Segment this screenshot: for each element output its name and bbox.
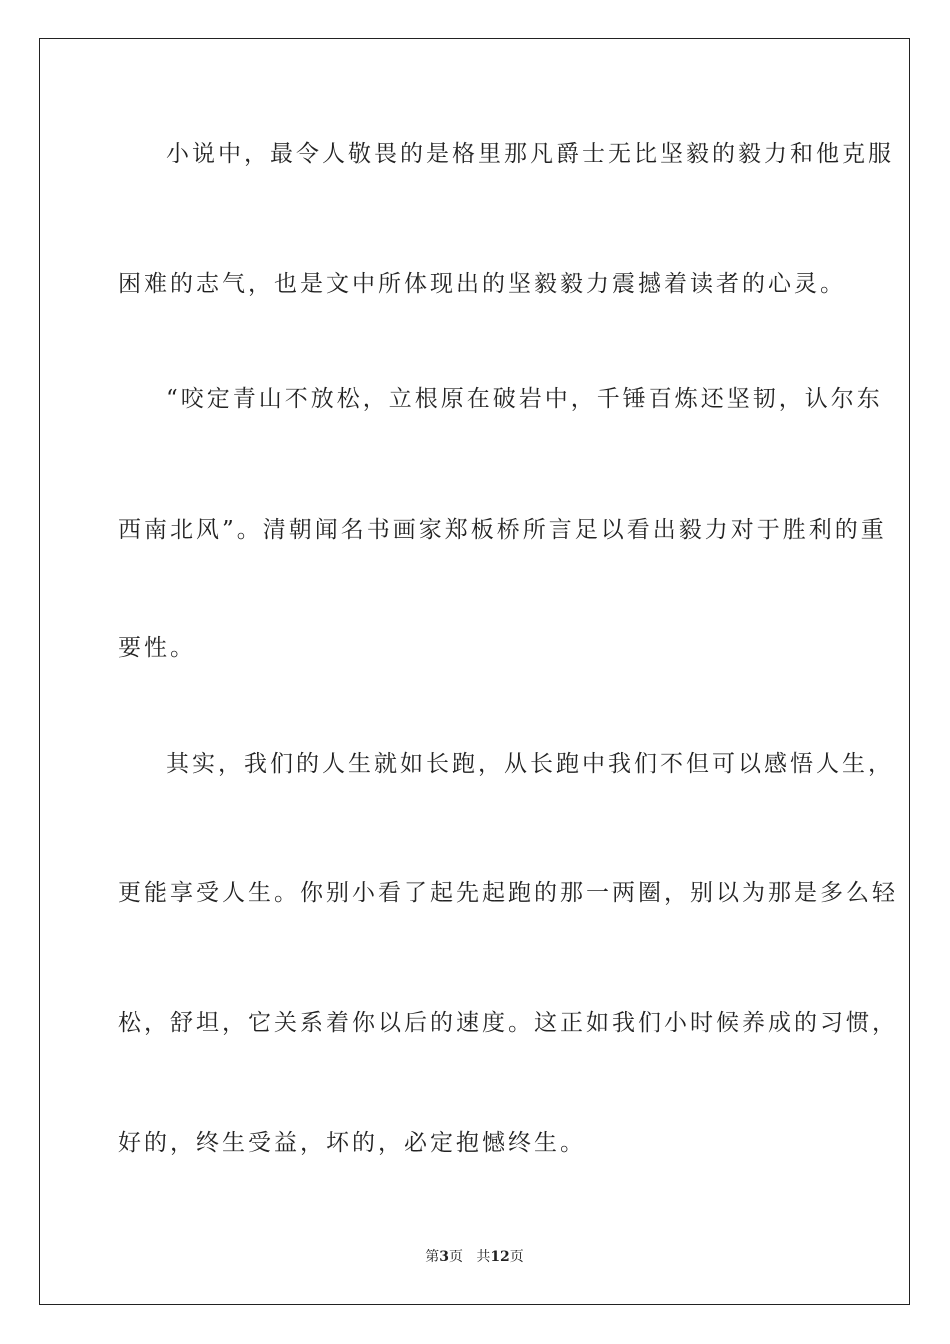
text-line-3: “咬定青山不放松，立根原在破岩中，千锤百炼还坚韧，认尔东 [166, 386, 883, 412]
footer-page-unit: 页 [448, 1249, 463, 1265]
current-page-number: 3 [439, 1249, 449, 1265]
text-line-9: 好的，终生受益，坏的，必定抱憾终生。 [118, 1130, 586, 1156]
page-frame [39, 38, 910, 1305]
text-line-8: 松，舒坦，它关系着你以后的速度。这正如我们小时候养成的习惯， [118, 1010, 898, 1036]
text-line-1: 小说中，最令人敬畏的是格里那凡爵士无比坚毅的毅力和他克服 [166, 141, 894, 167]
text-line-6: 其实，我们的人生就如长跑，从长跑中我们不但可以感悟人生， [166, 751, 894, 777]
page-footer [40, 1246, 909, 1266]
text-line-2: 困难的志气，也是文中所体现出的坚毅毅力震撼着读者的心灵。 [118, 271, 846, 297]
total-pages-number: 12 [490, 1249, 510, 1265]
text-line-7: 更能享受人生。你别小看了起先起跑的那一两圈，别以为那是多么轻 [118, 880, 898, 906]
text-line-5: 要性。 [118, 635, 196, 661]
footer-prefix: 第 [425, 1249, 440, 1265]
text-line-4: 西南北风”。清朝闻名书画家郑板桥所言足以看出毅力对于胜利的重 [118, 517, 887, 543]
footer-total-prefix: 共 [476, 1249, 491, 1265]
footer-total-unit: 页 [509, 1249, 524, 1265]
